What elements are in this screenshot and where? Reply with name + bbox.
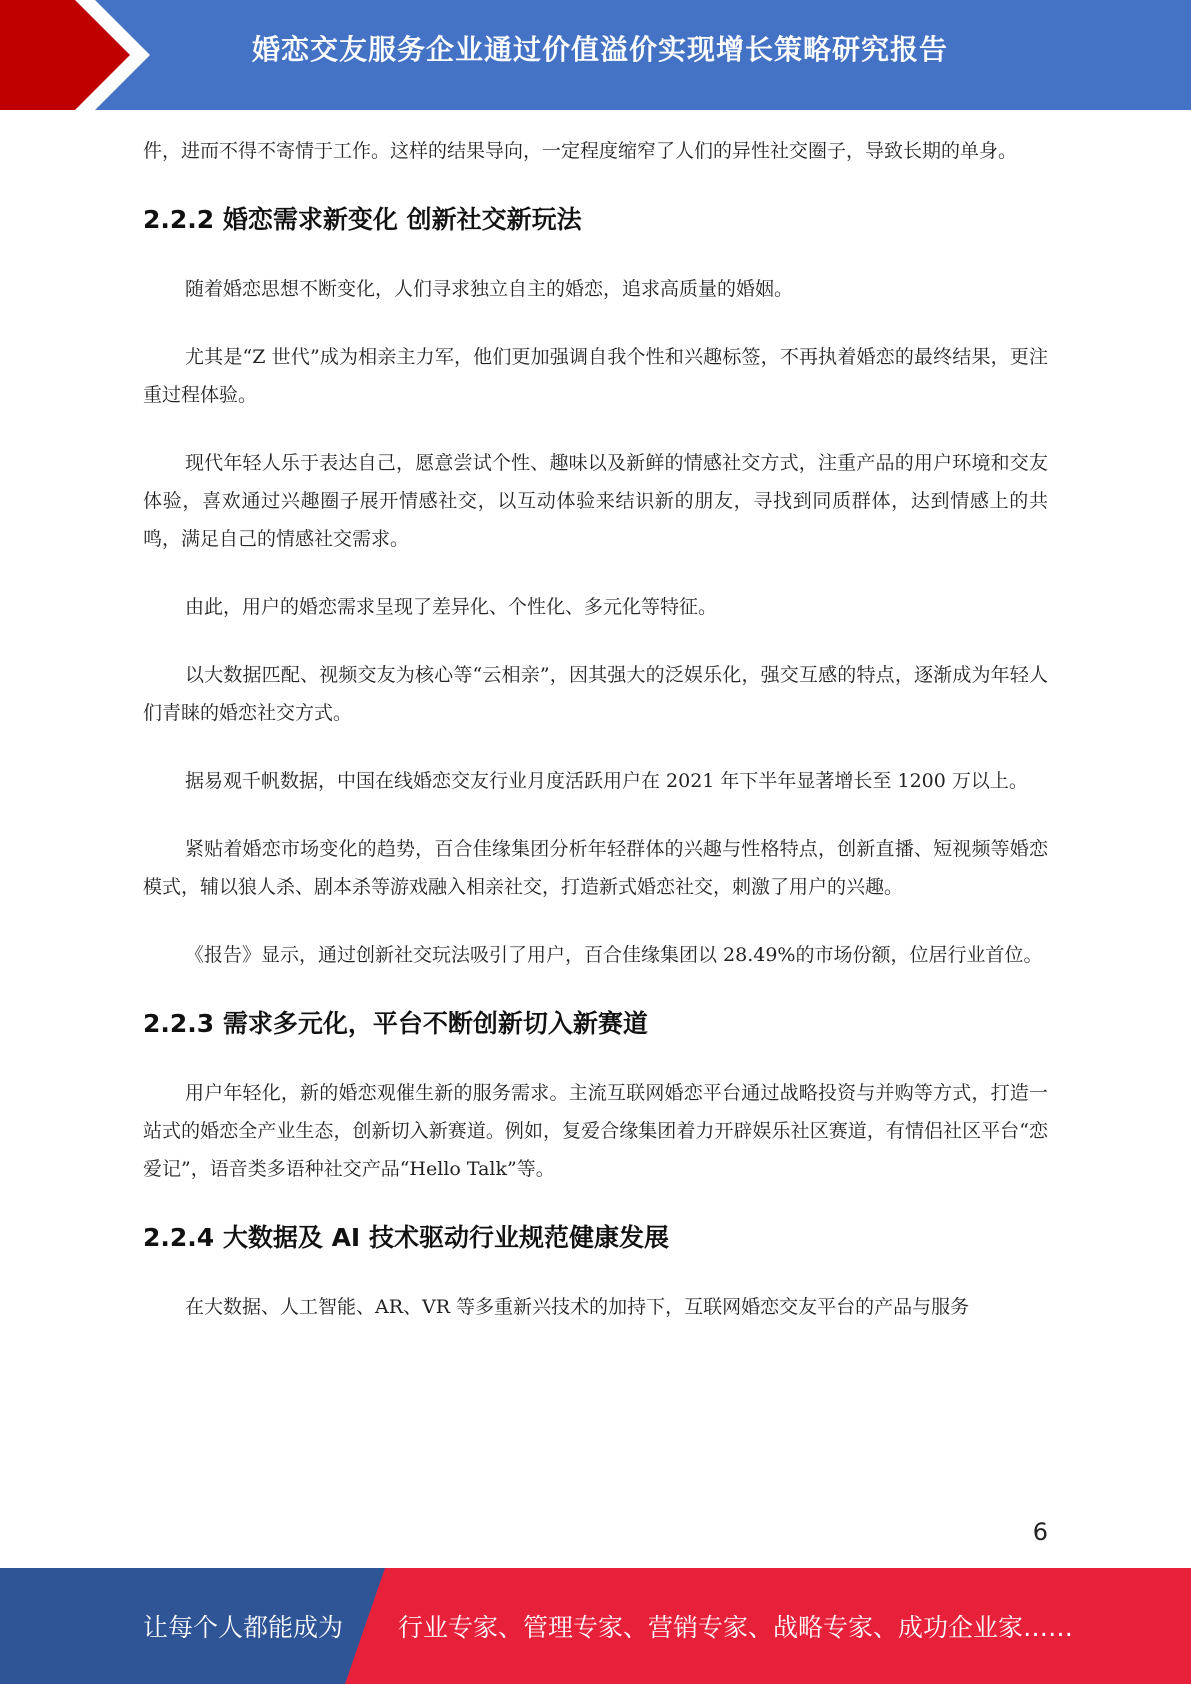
document-body bbox=[143, 132, 1048, 1356]
report-title: 婚恋交友服务企业通过价值溢价实现增长策略研究报告 bbox=[252, 33, 949, 66]
footer-slogan-left: 让每个人都能成为 bbox=[143, 1613, 344, 1642]
footer-slogan-right: 行业专家、管理专家、营销专家、战略专家、成功企业家…… bbox=[398, 1613, 1074, 1642]
paragraph: 在大数据、人工智能、AR、VR 等多重新兴技术的加持下，互联网婚恋交友平台的产品与服务 bbox=[185, 1296, 970, 1318]
page-footer bbox=[0, 1568, 1191, 1684]
section-heading-2-2-2: 2.2.2 婚恋需求新变化 创新社交新玩法 bbox=[143, 205, 582, 234]
page-header bbox=[0, 0, 1191, 110]
paragraph: 据易观千帆数据，中国在线婚恋交友行业月度活跃用户在 2021 年下半年显著增长至 1200 万以上。 bbox=[185, 770, 1028, 792]
page-number: 6 bbox=[1032, 1518, 1048, 1546]
paragraph: 紧贴着婚恋市场变化的趋势，百合佳缘集团分析年轻群体的兴趣与性格特点，创新直播、短视频等婚恋模式，辅以狼人杀、剧本杀等游戏融入相亲社交，打造新式婚恋社交，刺激了用户的兴趣。 bbox=[143, 838, 1048, 898]
paragraph: 由此，用户的婚恋需求呈现了差异化、个性化、多元化等特征。 bbox=[185, 596, 718, 618]
header-arrow-decoration bbox=[0, 0, 160, 110]
paragraph: 《报告》显示，通过创新社交玩法吸引了用户，百合佳缘集团以 28.49%的市场份额，位居行业首位。 bbox=[185, 944, 1043, 966]
paragraph: 随着婚恋思想不断变化，人们寻求独立自主的婚恋，追求高质量的婚姻。 bbox=[185, 278, 794, 300]
section-heading-2-2-3: 2.2.3 需求多元化，平台不断创新切入新赛道 bbox=[143, 1009, 648, 1038]
paragraph: 件，进而不得不寄情于工作。这样的结果导向，一定程度缩窄了人们的异性社交圈子，导致长期的单身。 bbox=[143, 140, 1018, 162]
paragraph: 用户年轻化，新的婚恋观催生新的服务需求。主流互联网婚恋平台通过战略投资与并购等方式，打造一站式的婚恋全产业生态，创新切入新赛道。例如，复爱合缘集团着力开辟娱乐社区赛道，有情侣社区平台“恋爱记”，语音类多语种社交产品“Hello Talk”等。 bbox=[143, 1082, 1048, 1180]
paragraph: 以大数据匹配、视频交友为核心等“云相亲”，因其强大的泛娱乐化，强交互感的特点，逐渐成为年轻人们青睐的婚恋社交方式。 bbox=[143, 664, 1048, 724]
paragraph: 现代年轻人乐于表达自己，愿意尝试个性、趣味以及新鲜的情感社交方式，注重产品的用户环境和交友体验，喜欢通过兴趣圈子展开情感社交，以互动体验来结识新的朋友，寻找到同质群体，达到情感上的共鸣，满足自己的情感社交需求。 bbox=[143, 452, 1048, 550]
paragraph: 尤其是“Z 世代”成为相亲主力军，他们更加强调自我个性和兴趣标签，不再执着婚恋的最终结果，更注重过程体验。 bbox=[143, 346, 1048, 406]
section-heading-2-2-4: 2.2.4 大数据及 AI 技术驱动行业规范健康发展 bbox=[143, 1223, 669, 1252]
